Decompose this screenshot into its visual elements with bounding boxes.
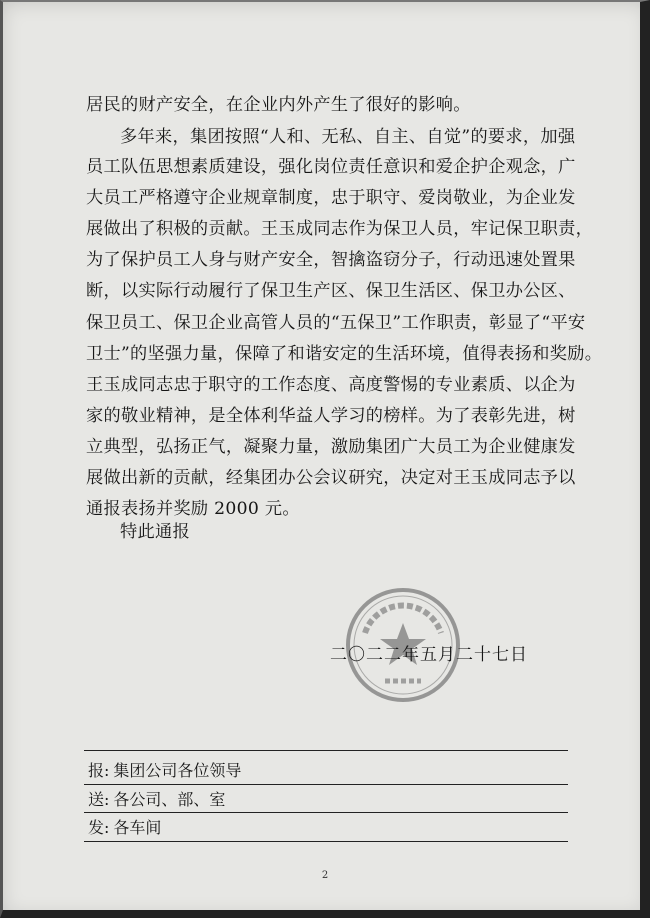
distribution-key: 报: [88, 761, 110, 780]
distribution-rule [84, 750, 568, 751]
distribution-value: 各公司、部、室 [113, 790, 226, 809]
distribution-rule [84, 784, 568, 785]
body-line: 通报表扬并奖励 2000 元。 [86, 499, 300, 519]
body-line: 断，以实际行动履行了保卫生产区、保卫生活区、保卫办公区、 [86, 281, 576, 301]
body-line: 多年来，集团按照“人和、无私、自主、自觉”的要求，加强 [120, 127, 576, 147]
body-line: 为了保护员工人身与财产安全，智擒盗窃分子，行动迅速处置果 [86, 250, 576, 270]
body-line: 员工队伍思想素质建设，强化岗位责任意识和爱企护企观念，广 [86, 157, 576, 177]
distribution-rule [84, 812, 568, 813]
body-line: 家的敬业精神，是全体利华益人学习的榜样。为了表彰先进，树 [86, 406, 576, 426]
body-line: 立典型，弘扬正气，凝聚力量，激励集团广大员工为企业健康发 [86, 437, 576, 457]
distribution-key: 送: [88, 790, 110, 809]
closing-remark: 特此通报 [120, 522, 190, 542]
body-line: 大员工严格遵守企业规章制度，忠于职守、爱岗敬业，为企业发 [86, 188, 576, 208]
distribution-send [88, 790, 225, 810]
body-line: 居民的财产安全，在企业内外产生了很好的影响。 [86, 95, 471, 115]
page-number: 2 [321, 870, 329, 881]
distribution-key: 发: [88, 818, 110, 837]
body-line: 王玉成同志忠于职守的工作态度、高度警惕的专业素质、以企为 [86, 375, 576, 395]
body-line: 展做出新的贡献，经集团办公会议研究，决定对王玉成同志予以 [86, 468, 576, 488]
distribution-value: 各车间 [113, 818, 162, 837]
distribution-value: 集团公司各位领导 [113, 761, 242, 780]
distribution-rule [84, 841, 568, 842]
body-line: 展做出了积极的贡献。王玉成同志作为保卫人员，牢记保卫职责， [86, 219, 594, 239]
body-line: 保卫员工、保卫企业高管人员的“五保卫”工作职责，彰显了“平安 [86, 313, 586, 333]
distribution-report [88, 761, 241, 781]
issue-date: 二〇二二年五月二十七日 [330, 645, 528, 665]
body-line: 卫士”的坚强力量，保障了和谐安定的生活环境，值得表扬和奖励。 [86, 344, 603, 364]
distribution-issue [88, 818, 161, 838]
